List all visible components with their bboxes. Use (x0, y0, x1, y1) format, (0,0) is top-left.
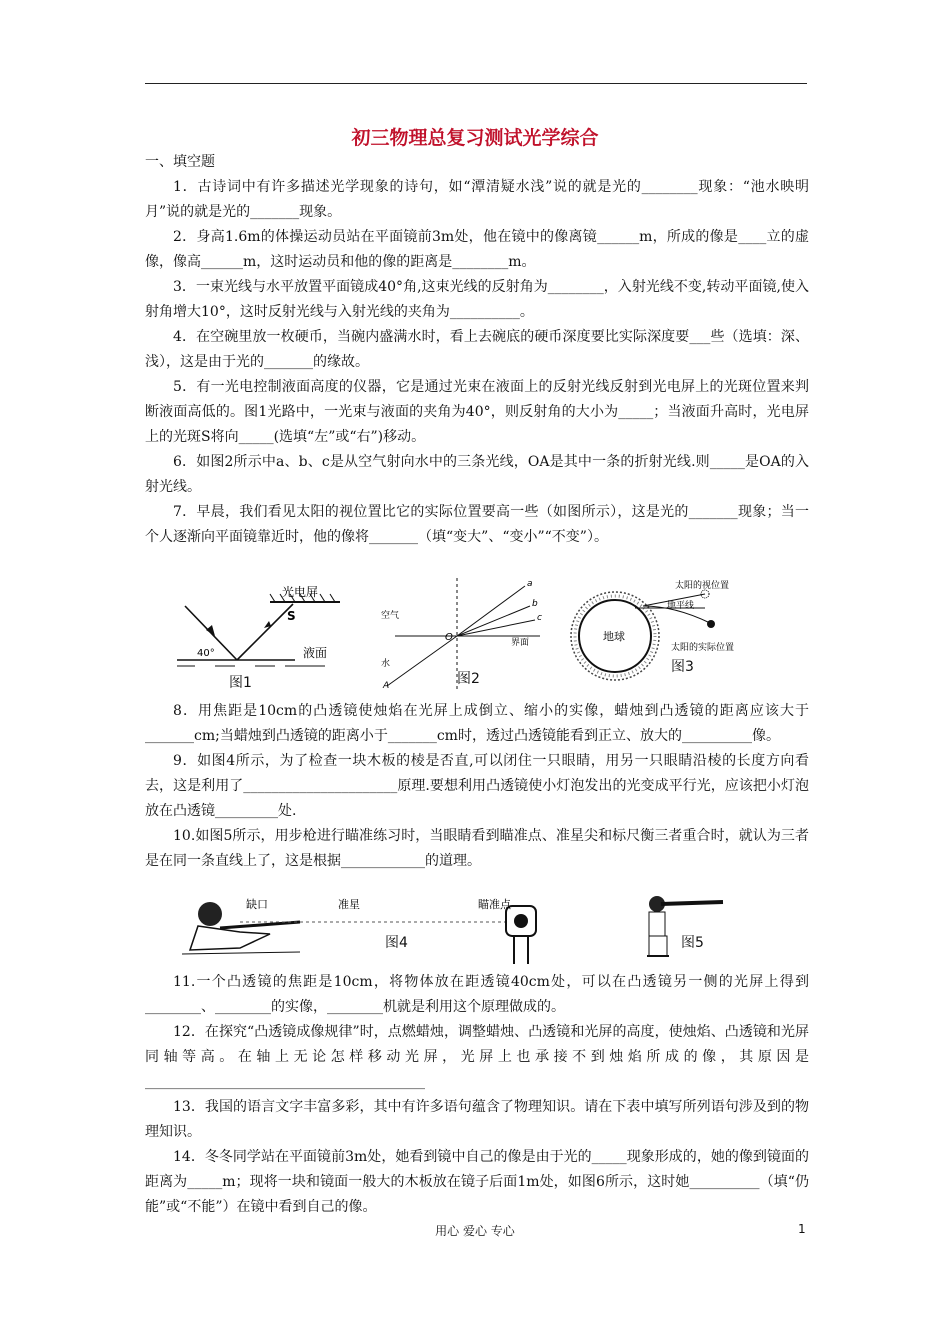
fig2-interface-label: 界面 (511, 638, 530, 648)
question-5: 5．有一光电控制液面高度的仪器，它是通过光束在液面上的反射光线反射到光电屏上的光斑位置来判断液面高低的。图1光路中，一光束与液面的夹角为40°，则反射角的大小为_____；当液面升高时，光电屏上的光斑S将向_____(选填“左”或“右”)移动。 (145, 379, 809, 445)
fig2-ray-b: b (532, 599, 538, 609)
fig3-earth-label: 地球 (603, 630, 625, 643)
figure-2-caption: 图2 (457, 671, 480, 687)
question-11: 11.一个凸透镜的焦距是10cm，将物体放在距透镜40cm处，可以在凸透镜另一侧的光屏上得到________、________的实像，________机就是利用这个原理做成的。 (145, 974, 809, 1015)
fig1-angle-label: 40° (197, 648, 215, 659)
fig1-screen-label: 光电屏 (282, 585, 319, 599)
fig4-notch-label: 缺口 (246, 898, 268, 911)
header-rule (145, 83, 807, 84)
fig2-point-a: A (383, 681, 390, 690)
page-number: 1 (798, 1222, 806, 1236)
question-1: 1．古诗词中有许多描述光学现象的诗句，如“潭清疑水浅”说的就是光的________现象：“池水映明月”说的就是光的_______现象。 (145, 179, 809, 220)
section-label: 一、填空题 (145, 154, 215, 170)
page-footer: 用心 爱心 专心 (435, 1224, 515, 1238)
question-2: 2．身高1.6m的体操运动员站在平面镜前3m处，他在镜中的像离镜______m，所成的像是____立的虚像，像高______m，这时运动员和他的像的距离是________m。 (145, 229, 809, 270)
fig2-ray-c: c (537, 613, 542, 623)
question-6: 6．如图2所示中a、b、c是从空气射向水中的三条光线，OA是其中一条的折射光线.则_____是OA的入射光线。 (145, 454, 809, 495)
question-9: 9．如图4所示，为了检查一块木板的棱是否直,可以闭住一只眼睛，用另一只眼睛沿棱的长度方向看去，这是利用了______________________原理.要想利用凸透镜使小灯泡发出的光变成平行光，应该把小灯泡放在凸透镜_________处. (145, 753, 809, 819)
figure-4-caption: 图4 (385, 935, 408, 951)
question-13: 13．我国的语言文字丰富多彩，其中有许多语句蕴含了物理知识。请在下表中填写所列语句涉及到的物理知识。 (145, 1099, 809, 1140)
figure-5-diagram (635, 892, 725, 964)
question-7: 7．早晨，我们看见太阳的视位置比它的实际位置要高一些（如图所示），这是光的_______现象；当一个人逐渐向平面镜靠近时，他的像将_______（填“变大”、“变小”“不变”）。 (145, 504, 809, 545)
figure-row-2 (145, 892, 809, 964)
figure-4-diagram (180, 892, 560, 964)
fig1-spot-label: S (287, 609, 296, 623)
fig2-water-label: 水 (381, 659, 391, 669)
block-c (145, 970, 809, 1220)
fig1-liquid-label: 液面 (303, 646, 328, 660)
fig2-ray-a: a (527, 579, 533, 589)
question-14: 14．冬冬同学站在平面镜前3m处，她看到镜中自己的像是由于光的_____现象形成的，她的像到镜面的距离为_____m；现将一块和镜面一般大的木板放在镜子后面1m处，如图6所示，这时她__________（填“仍能”或“不能”）在镜中看到自己的像。 (145, 1149, 809, 1215)
figure-3-diagram (565, 578, 775, 686)
fig3-actual-label: 太阳的实际位置 (671, 643, 735, 653)
figure-5-caption: 图5 (681, 935, 704, 951)
question-4: 4．在空碗里放一枚硬币，当碗内盛满水时，看上去碗底的硬币深度要比实际深度要___些（选填：深、浅），这是由于光的_______的缘故。 (145, 329, 809, 370)
figure-1-diagram (175, 584, 345, 684)
figure-1-caption: 图1 (229, 675, 252, 691)
document-title: 初三物理总复习测试光学综合 (351, 127, 599, 149)
question-8: 8．用焦距是10cm的凸透镜使烛焰在光屏上成倒立、缩小的实像，蜡烛到凸透镜的距离应该大于_______cm;当蜡烛到凸透镜的距离小于_______cm时，透过凸透镜能看到正立、放大的__________像。 (145, 703, 809, 744)
fig3-horizon-label: 地平线 (667, 601, 695, 611)
fig2-air-label: 空气 (381, 611, 400, 621)
fig4-aim-label: 瞄准点 (478, 898, 511, 911)
block-b (145, 699, 809, 874)
question-10: 10.如图5所示，用步枪进行瞄准练习时，当眼睛看到瞄准点、准星尖和标尺衡三者重合时，就认为三者是在同一条直线上了，这是根据____________的道理。 (145, 828, 809, 869)
fig4-sight-label: 准星 (338, 898, 360, 911)
question-3: 3．一束光线与水平放置平面镜成40°角,这束光线的反射角为________，入射光线不变,转动平面镜,使入射角增大10°，这时反射光线与入射光线的夹角为__________。 (145, 279, 809, 320)
question-12: 12．在探究“凸透镜成像规律”时，点燃蜡烛，调整蜡烛、凸透镜和光屏的高度，使烛焰、凸透镜和光屏同轴等高。在轴上无论怎样移动光屏，光屏上也承接不到烛焰所成的像，其原因是________________________________________ (145, 1024, 809, 1090)
figure-3-caption: 图3 (671, 659, 694, 675)
figure-row-1 (145, 578, 809, 694)
block-a (145, 150, 809, 550)
fig3-apparent-label: 太阳的视位置 (675, 581, 730, 591)
fig2-point-o: O (445, 632, 453, 643)
